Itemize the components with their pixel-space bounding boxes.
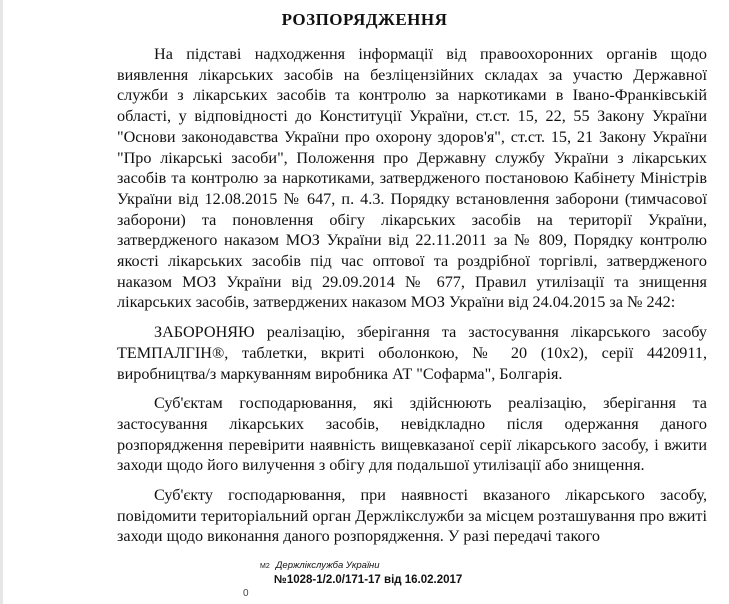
document-title: РОЗПОРЯДЖЕННЯ <box>281 10 448 29</box>
paragraph-instructions: Суб'єктам господарювання, які здійснюють реалізацію, зберігання та застосування лікарських засобів, невідкладно після одержання даного розпорядження перевірити наявність вищевказаної серії лікарського засобу, і вжити заходи щодо його вилучення з обігу для подальшої утилізації або знищення. <box>117 394 707 475</box>
paragraph-prohibition: ЗАБОРОНЯЮ реалізацію, зберігання та застосування лікарського засобу ТЕМПАЛГІН®, таблетки, вкриті оболонкою, № 20 (10х2), серії 4420911, виробництва/з маркуванням виробника АТ "Софарма", Болгарія. <box>117 323 707 383</box>
stamp-header <box>260 560 462 573</box>
registration-stamp <box>260 560 462 587</box>
document-body <box>117 44 707 547</box>
scan-edge <box>0 0 3 604</box>
paragraph-legal-basis: На підставі надходження інформації від правоохоронних органів щодо виявлення лікарських засобів на безліцензійних складах за участю Державної служби з лікарських засобів та контролю за наркотиками в Івано-Франківській області, у відповідності до Конституції України, ст.ст. 15, 22, 55 Закону України "Основи законодавства України про охорону здоров'я", ст.ст. 15, 21 Закону України "Про лікарські засоби", Положення про Державну службу України з лікарських засобів та контролю за наркотиками, затвердженого постановою Кабінету Міністрів України від 12.08.2015 № 647, п. 4.3. Порядку встановлення заборони (тимчасової заборони) та поновлення обігу лікарських засобів на території України, затвердженого наказом МОЗ України від 22.11.2011 за № 809, Порядку контролю якості лікарських засобів під час оптової та роздрібної торгівлі, затвердженого наказом МОЗ України від 29.09.2014 № 677, Правил утилізації та знищення лікарських засобів, затверджених наказом МОЗ України від 24.04.2015 за № 242: <box>117 45 707 312</box>
stamp-organization: Держлікслужба України <box>275 560 380 571</box>
stamp-number: №1028-1/2.0/171-17 від 16.02.2017 <box>274 574 463 586</box>
page-mark: 0 <box>243 588 249 599</box>
paragraph-notification: Суб'єкту господарювання, при наявності вказаного лікарського засобу, повідомити територіальний орган Держлікслужби за місцем розташування про вжиті заходи щодо виконання даного розпорядження. У разі передачі такого <box>117 486 707 546</box>
stamp-prefix: М2 <box>260 563 270 570</box>
